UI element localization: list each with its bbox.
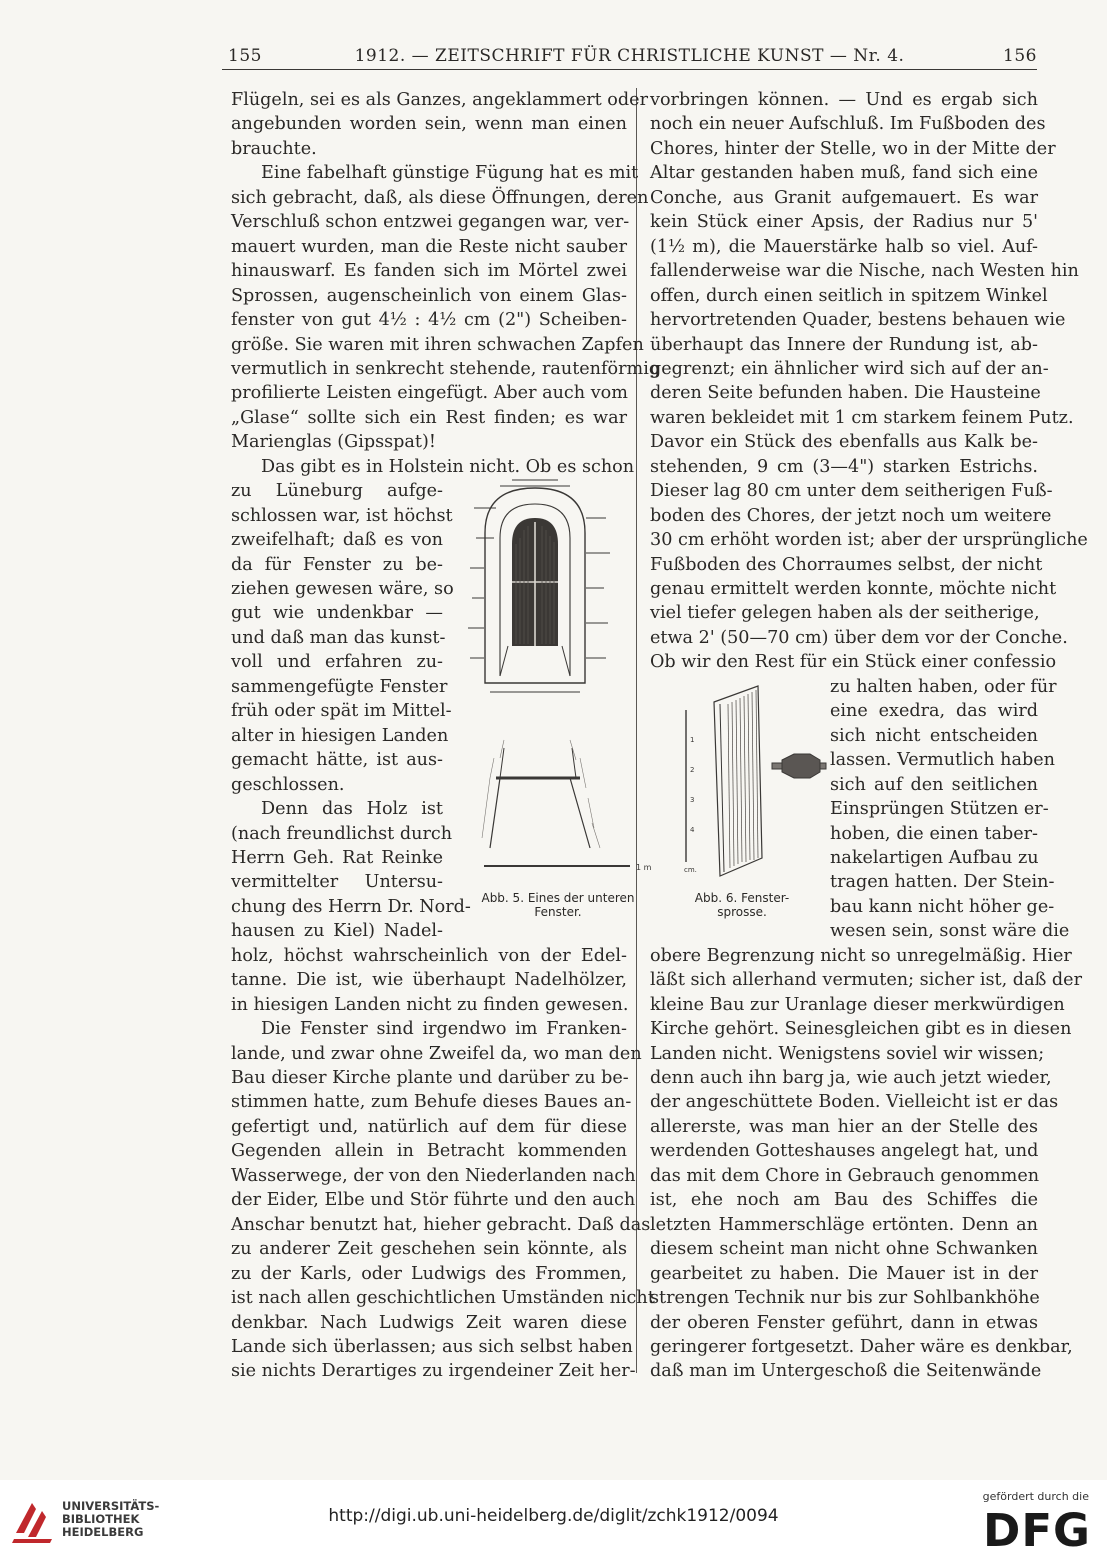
- right-col-line: gearbeitet zu haben. Die Mauer ist in der: [650, 1263, 1038, 1284]
- left-col-line: Sprossen, augenscheinlich von einem Glas-: [231, 285, 627, 306]
- left-col-line: Anschar benutzt hat, hieher gebracht. Daß das: [231, 1214, 651, 1235]
- left-col-line: Flügeln, sei es als Ganzes, angeklammert oder: [231, 90, 648, 110]
- right-col-line: Ob wir den Rest für ein Stück einer confessio: [650, 652, 1057, 673]
- running-header: [222, 40, 1037, 70]
- right-col-line: sich nicht entscheiden: [830, 725, 1038, 746]
- left-col-line: größe. Sie waren mit ihren schwachen Zapfen: [231, 334, 644, 355]
- left-col-line: alter in hiesigen Landen: [231, 725, 449, 746]
- right-col-line: gegrenzt; ein ähnlicher wird sich auf der an-: [650, 358, 1049, 379]
- right-col-line: überhaupt das Innere der Rundung ist, ab-: [650, 334, 1038, 355]
- left-col-line: sammengefügte Fenster: [231, 676, 448, 697]
- left-col-line: hinauswarf. Es fanden sich im Mörtel zwei: [231, 261, 627, 282]
- right-col-line: etwa 2' (50—70 cm) über dem vor der Conche.: [650, 627, 1068, 648]
- library-name-line-3: HEIDELBERG: [62, 1525, 144, 1539]
- left-col-line: Die Fenster sind irgendwo im Franken-: [261, 1019, 627, 1040]
- right-col-line: lassen. Vermutlich haben: [830, 750, 1055, 771]
- figure-5-caption-line-1: Abb. 5. Eines der unteren: [481, 891, 635, 905]
- figure-5-caption-line-2: Fenster.: [534, 905, 582, 919]
- left-col-line: in hiesigen Landen nicht zu finden gewesen.: [231, 994, 629, 1015]
- figure-5-caption: [458, 891, 658, 919]
- left-col-line: Lande sich überlassen; aus sich selbst haben: [231, 1336, 633, 1357]
- page-number-right: 156: [1003, 46, 1037, 66]
- library-name-line-2: BIBLIOTHEK: [62, 1512, 140, 1526]
- left-col-line: stimmen hatte, zum Behufe dieses Baues an-: [231, 1092, 632, 1113]
- left-col-line: Bau dieser Kirche plante und darüber zu be-: [231, 1068, 629, 1088]
- left-col-line: gut wie undenkbar —: [231, 603, 443, 624]
- left-col-line: lande, und zwar ohne Zweifel da, wo man den: [231, 1043, 642, 1064]
- dfg-logo: DFG: [982, 1504, 1091, 1557]
- right-col-line: denn auch ihn barg ja, wie auch jetzt wieder,: [650, 1068, 1052, 1088]
- right-col-line: allererste, was man hier an der Stelle des: [650, 1116, 1038, 1137]
- page-number-left: 155: [228, 46, 262, 66]
- figure-6-scale-label: cm.: [684, 866, 697, 874]
- left-col-line: tanne. Die ist, wie überhaupt Nadelhölzer,: [231, 970, 627, 991]
- left-col-line: brauchte.: [231, 138, 317, 159]
- right-col-line: daß man im Untergeschoß die Seitenwände: [650, 1361, 1042, 1382]
- right-col-line: der angeschüttete Boden. Vielleicht ist er das: [650, 1092, 1059, 1113]
- footer-bar: [0, 1480, 1107, 1567]
- right-col-line: Davor ein Stück des ebenfalls aus Kalk be-: [650, 432, 1038, 453]
- right-col-line: Einsprüngen Stützen er-: [830, 799, 1049, 820]
- right-col-line: Conche, aus Granit aufgemauert. Es war: [650, 187, 1038, 208]
- right-col-line: Chores, hinter der Stelle, wo in der Mitte der: [650, 138, 1056, 159]
- left-col-line: vermutlich in senkrecht stehende, rautenförmig: [231, 358, 661, 379]
- left-col-line: sich gebracht, daß, als diese Öffnungen, deren: [231, 187, 649, 208]
- figure-6-caption-line-2: sprosse.: [717, 905, 767, 919]
- header-rule: [222, 69, 1037, 70]
- right-col-line: strengen Technik nur bis zur Sohlbankhöhe: [650, 1288, 1040, 1309]
- figure-6-caption: [672, 891, 812, 919]
- right-col-line: obere Begrenzung nicht so unregelmäßig. Hier: [650, 945, 1072, 966]
- figure-5-scale-label: 1 m: [636, 863, 652, 872]
- right-col-line: Kirche gehört. Seinesgleichen gibt es in diesen: [650, 1019, 1072, 1040]
- right-col-line: sich auf den seitlichen: [830, 774, 1038, 795]
- right-col-line: letzten Hammerschläge ertönten. Denn an: [650, 1214, 1038, 1235]
- right-col-line: hoben, die einen taber-: [830, 823, 1038, 844]
- left-col-line: holz, höchst wahrscheinlich von der Edel-: [231, 945, 627, 966]
- left-col-line: früh oder spät im Mittel-: [231, 701, 452, 722]
- left-col-line: profilierte Leisten eingefügt. Aber auch vom: [231, 383, 628, 404]
- right-col-line: diesem scheint man nicht ohne Schwanken: [650, 1239, 1038, 1260]
- left-col-line: zweifelhaft; daß es von: [231, 530, 443, 551]
- figure-6-tick-1: 1: [690, 736, 695, 744]
- right-col-line: wesen sein, sonst wäre die: [830, 921, 1070, 942]
- right-col-line: deren Seite befunden haben. Die Hausteine: [650, 383, 1041, 404]
- right-col-line: waren bekleidet mit 1 cm starkem feinem Putz.: [650, 407, 1074, 428]
- figure-6-tick-2: 2: [690, 766, 695, 774]
- right-col-line: kein Stück einer Apsis, der Radius nur 5': [650, 212, 1038, 233]
- left-col-line: Verschluß schon entzwei gegangen war, ver-: [231, 212, 630, 233]
- left-col-line: voll und erfahren zu-: [231, 652, 443, 673]
- left-col-line: da für Fenster zu be-: [231, 554, 443, 575]
- right-col-line: Landen nicht. Wenigstens soviel wir wissen;: [650, 1043, 1045, 1064]
- left-col-line: gefertigt und, natürlich auf dem für diese: [231, 1116, 627, 1137]
- figure-6-caption-line-1: Abb. 6. Fenster-: [694, 891, 790, 905]
- figure-6-tick-3: 3: [690, 796, 695, 804]
- right-col-line: ist, ehe noch am Bau des Schiffes die: [650, 1190, 1038, 1211]
- left-col-line: Gegenden allein in Betracht kommenden: [231, 1141, 627, 1162]
- right-col-line: werdenden Gotteshauses angelegt hat, und: [650, 1141, 1039, 1162]
- right-col-line: offen, durch einen seitlich in spitzem Winkel: [650, 285, 1048, 306]
- left-col-line: chung des Herrn Dr. Nord-: [231, 896, 471, 917]
- left-col-line: zu Lüneburg aufge-: [231, 481, 443, 502]
- left-col-line: ist nach allen geschichtlichen Umständen nicht: [231, 1288, 655, 1309]
- left-col-line: schlossen war, ist höchst: [231, 505, 453, 526]
- right-col-line: hervortretenden Quader, bestens behauen wie: [650, 310, 1066, 331]
- left-col-line: vermittelter Untersu-: [231, 872, 443, 893]
- right-col-line: Altar gestanden haben muß, fand sich eine: [650, 163, 1038, 184]
- right-col-line: läßt sich allerhand vermuten; sicher ist, daß der: [650, 970, 1082, 991]
- right-col-line: eine exedra, das wird: [830, 701, 1038, 722]
- left-col-line: zu der Karls, oder Ludwigs des Frommen,: [231, 1263, 627, 1284]
- library-name-line-1: UNIVERSITÄTS-: [62, 1499, 160, 1513]
- right-col-line: (1½ m), die Mauerstärke halb so viel. Auf-: [650, 236, 1038, 257]
- right-col-line: viel tiefer gelegen haben als der seitherige,: [650, 603, 1040, 624]
- right-col-line: Fußboden des Chorraumes selbst, der nicht: [650, 554, 1043, 575]
- right-col-line: zu halten haben, oder für: [830, 676, 1057, 697]
- document-url-link[interactable]: http://digi.ub.uni-heidelberg.de/diglit/zchk1912/0094: [328, 1506, 779, 1526]
- left-col-line: Eine fabelhaft günstige Fügung hat es mit: [261, 163, 639, 184]
- left-col-line: der Eider, Elbe und Stör führte und den auch: [231, 1190, 636, 1211]
- left-col-line: Herrn Geh. Rat Reinke: [231, 847, 443, 868]
- right-col-line: vorbringen können. — Und es ergab sich: [650, 90, 1038, 110]
- right-col-line: fallenderweise war die Nische, nach Westen hin: [650, 261, 1079, 282]
- right-col-line: noch ein neuer Aufschluß. Im Fußboden des: [650, 114, 1046, 135]
- left-col-line: gemacht hätte, ist aus-: [231, 750, 443, 771]
- funded-by-label: gefördert durch die: [982, 1490, 1089, 1503]
- right-col-line: stehenden, 9 cm (3—4") starken Estrichs.: [650, 456, 1038, 477]
- left-col-line: fenster von gut 4½ : 4½ cm (2") Scheiben-: [231, 310, 627, 331]
- left-col-line: hausen zu Kiel) Nadel-: [231, 921, 443, 942]
- left-col-line: angebunden worden sein, wenn man einen: [231, 114, 627, 135]
- right-col-line: bau kann nicht höher ge-: [830, 896, 1055, 917]
- right-col-line: Dieser lag 80 cm unter dem seitherigen Fuß-: [650, 481, 1053, 502]
- left-col-line: Wasserwege, der von den Niederlanden nach: [231, 1165, 636, 1186]
- left-col-line: mauert wurden, man die Reste nicht sauber: [231, 236, 627, 257]
- right-col-line: kleine Bau zur Uranlage dieser merkwürdigen: [650, 994, 1065, 1015]
- left-col-line: sie nichts Derartiges zu irgendeiner Zeit her-: [231, 1361, 636, 1382]
- right-col-line: das mit dem Chore in Gebrauch genommen: [650, 1165, 1040, 1186]
- left-col-line: geschlossen.: [231, 774, 345, 795]
- left-col-line: denkbar. Nach Ludwigs Zeit waren diese: [231, 1312, 627, 1333]
- left-col-line: und daß man das kunst-: [231, 627, 446, 648]
- right-col-line: geringerer fortgesetzt. Daher wäre es denkbar,: [650, 1336, 1073, 1357]
- right-col-line: 30 cm erhöht worden ist; aber der ursprüngliche: [650, 530, 1088, 551]
- right-col-line: genau ermittelt werden konnte, möchte nicht: [650, 579, 1057, 599]
- figure-6-sprosse-drawing: [676, 682, 826, 882]
- left-col-line: Marienglas (Gipsspat)!: [231, 432, 436, 453]
- left-col-line: „Glase“ sollte sich ein Rest finden; es war: [231, 407, 627, 428]
- figure-5-window-drawing: [460, 478, 650, 878]
- left-col-line: Das gibt es in Holstein nicht. Ob es schon: [261, 456, 635, 477]
- left-col-line: ziehen gewesen wäre, so: [231, 579, 454, 599]
- right-col-line: nakelartigen Aufbau zu: [830, 847, 1039, 868]
- figure-6-tick-4: 4: [690, 826, 695, 834]
- left-col-line: (nach freundlichst durch: [231, 823, 453, 844]
- running-title: 1912. — ZEITSCHRIFT FÜR CHRISTLICHE KUNST — Nr. 4.: [354, 46, 905, 66]
- right-col-line: boden des Chores, der jetzt noch um weitere: [650, 505, 1052, 526]
- left-col-line: zu anderer Zeit geschehen sein könnte, als: [231, 1239, 627, 1260]
- right-col-line: tragen hatten. Der Stein-: [830, 872, 1055, 893]
- right-col-line: der oberen Fenster geführt, dann in etwas: [650, 1312, 1038, 1333]
- left-col-line: Denn das Holz ist: [261, 799, 443, 820]
